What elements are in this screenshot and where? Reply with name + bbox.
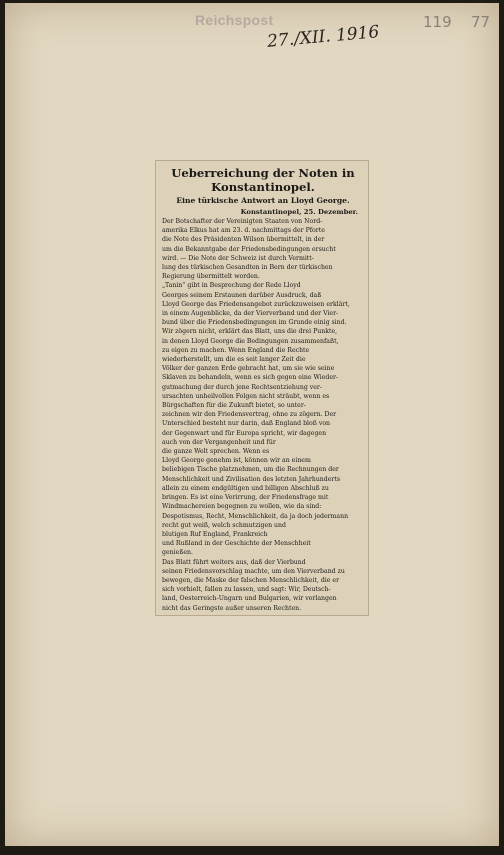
article-line: Lloyd George genehm ist, können wir an einem — [162, 457, 311, 465]
article-line: Windmachereien begegnen zu wollen, wie da sind: — [162, 503, 322, 511]
article-line: sich vorhielt, fallen zu lassen, und sagt: Wir, Deutsch- — [162, 586, 331, 594]
headline — [162, 166, 364, 194]
handwritten-date: 27./XII. 1916 — [266, 22, 381, 52]
article-line: Georges seinem Erstaunen darüber Ausdruck, daß — [162, 291, 322, 299]
article-line: genießen. — [162, 549, 193, 557]
article-line: die ganze Welt sprechen. Wenn es — [162, 448, 270, 456]
article-line: Unterschied besteht nur darin, daß England bloß von — [162, 420, 331, 428]
page-number-right: 77 — [471, 13, 491, 31]
article-line: auch von der Vergangenheit und für — [162, 438, 276, 446]
article-line: der Gegenwart und für Europa spricht, wir dagegen — [162, 429, 327, 437]
article-line: Despotismus, Recht, Menschlichkeit, da ja doch jedermann — [162, 512, 349, 520]
article-line: land, Oesterreich-Ungarn und Bulgarien, wir verlangen — [162, 595, 337, 603]
dateline: Konstantinopel, 25. Dezember. — [240, 208, 358, 216]
page-number-left: 119 — [423, 13, 452, 31]
article-line: wird. — Die Note der Schweiz ist durch Vermitt- — [162, 254, 314, 262]
article-line: beliebigen Tische platznehmen, um die Rechnungen der — [162, 466, 339, 474]
article-line: zu eigen zu machen. Wenn England die Rechte — [162, 346, 310, 354]
article-line: Menschlichkeit und Zivilisation des letzten Jahrhunderts — [162, 475, 341, 483]
article-line: ursachten unheilvollen Folgen nicht sträubt, wenn es — [162, 392, 330, 400]
article-line: Bürgschaften für die Zukunft bietet, so unter- — [162, 402, 306, 410]
article-line: lung des türkischen Gesandten in Bern der türkischen — [162, 264, 333, 272]
article-line: allein zu einem endgültigen und billigen Abschluß zu — [162, 484, 329, 492]
article-line: amerika Elkus hat am 23. d. nachmittags der Pforte — [162, 227, 325, 235]
archive-page — [5, 3, 499, 846]
article-line: blutigen Ruf England, Frankreich — [162, 530, 268, 538]
article-line: Lloyd George das Friedensangebot zurückzuweisen erklärt, — [162, 300, 350, 308]
newspaper-stamp: Reichspost — [195, 12, 274, 28]
article-line: Das Blatt führt weiters aus, daß der Vierbund — [162, 558, 306, 566]
article-line: seinen Friedensvorschlag machte, um den Vierverband zu — [162, 567, 345, 575]
article-line: Sklaven zu behandeln, wenn es sich gegen eine Wieder- — [162, 374, 339, 382]
article-line: bewegen, die Maske der falschen Menschlichkeit, die er — [162, 576, 340, 584]
article-line: in einem Augenblicke, da der Vierverband und der Vier- — [162, 310, 339, 318]
article-line: um die Bekanntgabe der Friedensbedingungen ersucht — [162, 245, 336, 253]
article-line: und Rußland in der Geschichte der Menschheit — [162, 540, 311, 548]
article-line: die Note des Präsidenten Wilson übermittelt, in der — [162, 236, 325, 244]
article-line: gutmachung der durch jene Rechtsentziehung ver- — [162, 383, 322, 391]
article-line: bund über die Friedensbedingungen im Grunde einig sind. — [162, 319, 347, 327]
article-line: Regierung übermittelt worden. — [162, 273, 260, 281]
article-line: bringen. Es ist eine Verirrung, der Friedensfrage mit — [162, 494, 329, 502]
article-line: wiederherstellt, um die es seit langer Zeit die — [162, 356, 306, 364]
article-line: Wir zögern nicht, erklärt das Blatt, uns die drei Punkte, — [162, 328, 338, 336]
article-body — [162, 217, 364, 613]
article-line: Der Botschafter der Vereinigten Staaten von Nord- — [162, 218, 323, 225]
headline-line-2: Konstantinopel. — [211, 180, 315, 194]
subheadline: Eine türkische Antwort an Lloyd George. — [176, 196, 350, 205]
article-line: „Tanin“ gibt in Besprechung der Rede Lloyd — [162, 282, 301, 290]
article-line: nicht das Geringste außer unseren Rechten. — [162, 604, 302, 612]
article-line: Völker der ganzen Erde gebracht hat, um sie wie seine — [162, 365, 335, 373]
headline-line-1: Ueberreichung der Noten in — [171, 166, 355, 180]
article-line: zeichnen wir den Friedensvertrag, ohne zu zögern. Der — [162, 411, 337, 419]
newspaper-clipping — [155, 160, 369, 616]
article-line: recht gut weiß, welch schmutzigen und — [162, 521, 286, 529]
article-line: in denen Lloyd George die Bedingungen zusammenfaßt, — [162, 337, 339, 345]
